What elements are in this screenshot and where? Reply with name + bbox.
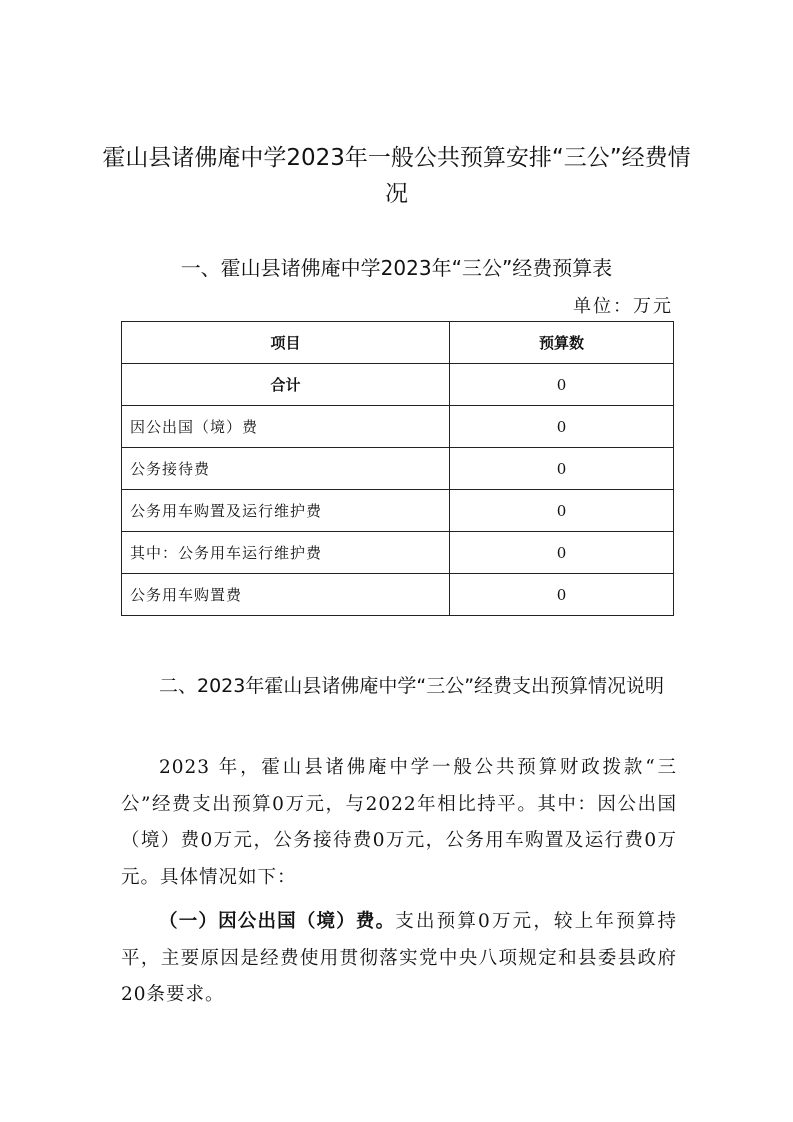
unit-label: 单位：万元 bbox=[573, 296, 673, 317]
table-row bbox=[122, 574, 674, 616]
table-row-total bbox=[122, 364, 674, 406]
document-title: 霍山县诸佛庵中学2023年一般公共预算安排“三公”经费情况 bbox=[102, 145, 691, 207]
row-value-total: 0 bbox=[450, 364, 674, 406]
row-label: 因公出国（境）费 bbox=[122, 406, 450, 448]
outbound-travel-paragraph bbox=[121, 904, 677, 1014]
row-label: 其中：公务用车运行维护费 bbox=[122, 532, 450, 574]
budget-table bbox=[121, 321, 674, 616]
table-row bbox=[122, 490, 674, 532]
row-value: 0 bbox=[450, 490, 674, 532]
section-heading-budget-table: 一、霍山县诸佛庵中学2023年“三公”经费预算表 bbox=[180, 256, 613, 280]
section-heading-explanation: 二、2023年霍山县诸佛庵中学“三公”经费支出预算情况说明 bbox=[159, 675, 665, 697]
explanation-paragraph: 2023 年，霍山县诸佛庵中学一般公共预算财政拨款“三公”经费支出预算0万元，与2022年相比持平。其中：因公出国（境）费0万元，公务接待费0万元，公务用车购置及运行费0万元。具体情况如下： bbox=[121, 757, 677, 888]
column-header-budget: 预算数 bbox=[450, 322, 674, 364]
row-value: 0 bbox=[450, 406, 674, 448]
table-row bbox=[122, 532, 674, 574]
paragraph-body: 支出预算0万元，较上年预算持平，主要原因是经费使用贯彻落实党中央八项规定和县委县政府20条要求。 bbox=[121, 911, 677, 1005]
table-row bbox=[122, 448, 674, 490]
row-label-total: 合计 bbox=[122, 364, 450, 406]
row-value: 0 bbox=[450, 532, 674, 574]
table-header-row bbox=[122, 322, 674, 364]
paragraph-lead-heading: （一）因公出国（境）费。 bbox=[159, 911, 396, 932]
table-row bbox=[122, 406, 674, 448]
row-value: 0 bbox=[450, 448, 674, 490]
row-label: 公务用车购置及运行维护费 bbox=[122, 490, 450, 532]
row-value: 0 bbox=[450, 574, 674, 616]
row-label: 公务用车购置费 bbox=[122, 574, 450, 616]
column-header-item: 项目 bbox=[122, 322, 450, 364]
row-label: 公务接待费 bbox=[122, 448, 450, 490]
